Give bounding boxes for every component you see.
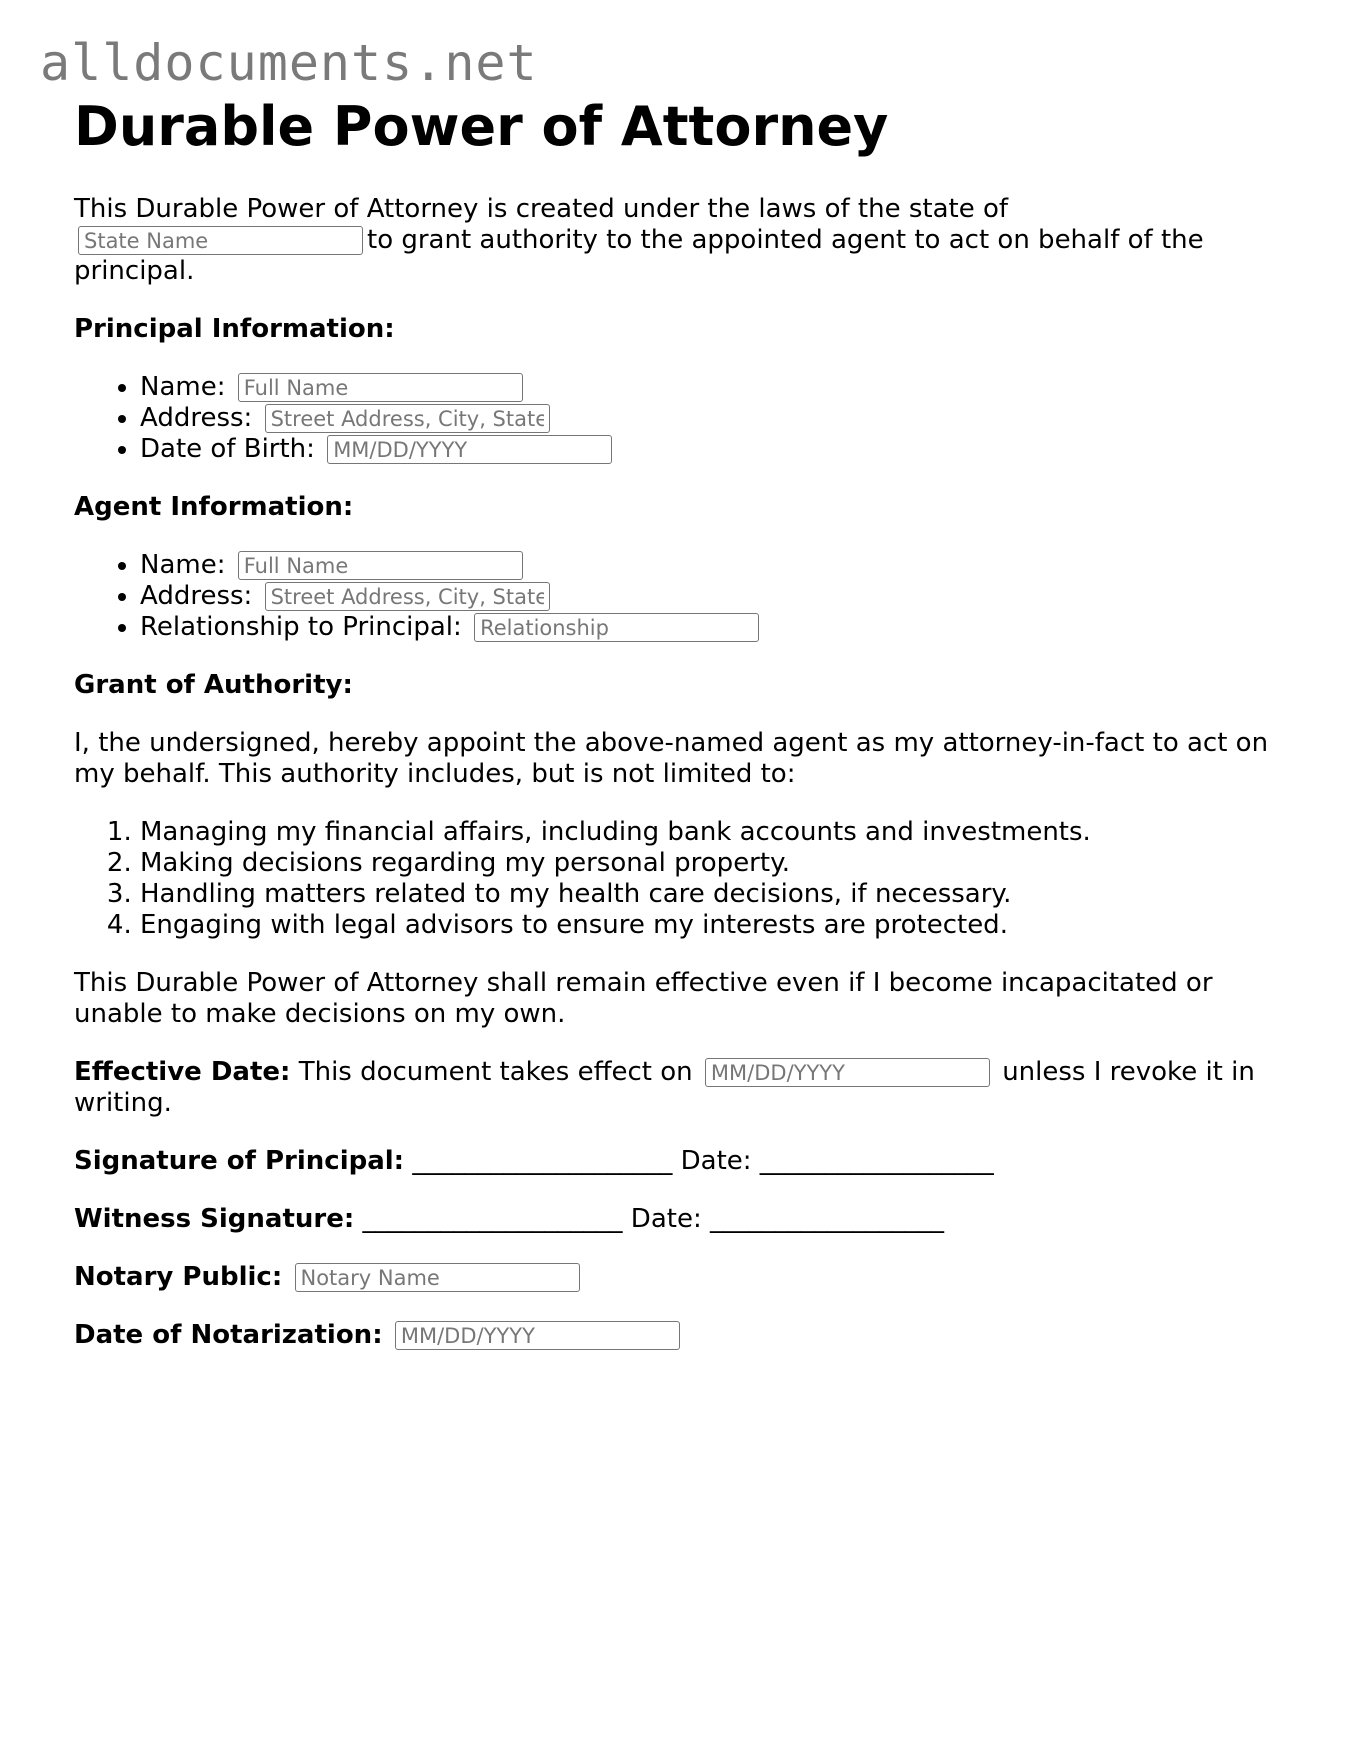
agent-address-label: Address: — [140, 581, 253, 611]
durability-paragraph: This Durable Power of Attorney shall remain effective even if I become incapacitated or unable to make decisions on my own. — [74, 968, 1213, 1029]
grant-item: 1. Managing my financial affairs, including bank accounts and investments. — [140, 817, 1294, 848]
principal-dob-label: Date of Birth: — [140, 434, 315, 464]
notarization-date-row — [74, 1320, 1294, 1351]
principal-signature-label: Signature of Principal: — [74, 1146, 405, 1176]
agent-relationship-item — [140, 612, 1294, 643]
grant-heading: Grant of Authority: — [74, 670, 353, 700]
effective-text-after: unless I revoke it in writing. — [74, 1057, 1255, 1118]
grant-paragraph: I, the undersigned, hereby appoint the above-named agent as my attorney-in-fact to act on my behalf. This authority includes, but is not limited to: — [74, 728, 1269, 789]
effective-date-label: Effective Date: — [74, 1057, 291, 1087]
witness-signature-label: Witness Signature: — [74, 1204, 355, 1234]
principal-signature-line: ____________________ — [412, 1146, 673, 1176]
witness-signature-row — [74, 1204, 1294, 1235]
notary-row — [74, 1262, 1294, 1293]
notary-label: Notary Public: — [74, 1262, 283, 1292]
principal-address-item — [140, 403, 1294, 434]
agent-relationship-input[interactable] — [474, 613, 759, 642]
state-name-input[interactable] — [78, 226, 363, 255]
witness-signature-date-label: Date: — [630, 1204, 702, 1234]
effective-date-input[interactable] — [705, 1058, 990, 1087]
principal-address-label: Address: — [140, 403, 253, 433]
intro-paragraph — [74, 194, 1294, 287]
agent-address-input[interactable] — [265, 582, 550, 611]
principal-dob-input[interactable] — [327, 435, 612, 464]
principal-heading: Principal Information: — [74, 314, 395, 344]
grant-item: 4. Engaging with legal advisors to ensure my interests are protected. — [140, 910, 1294, 941]
principal-info-list — [74, 372, 1294, 465]
principal-signature-date-label: Date: — [680, 1146, 752, 1176]
agent-address-item — [140, 581, 1294, 612]
grant-item: 2. Making decisions regarding my personal property. — [140, 848, 1294, 879]
agent-name-item — [140, 550, 1294, 581]
witness-signature-date-line: __________________ — [709, 1204, 944, 1234]
witness-signature-line: ____________________ — [362, 1204, 623, 1234]
agent-info-list — [74, 550, 1294, 643]
notarization-date-input[interactable] — [395, 1321, 680, 1350]
principal-signature-row — [74, 1146, 1294, 1177]
intro-text-after: to grant authority to the appointed agent to act on behalf of the principal. — [74, 225, 1204, 286]
principal-address-input[interactable] — [265, 404, 550, 433]
watermark-logo: alldocuments.net — [40, 34, 538, 92]
effective-date-paragraph — [74, 1057, 1294, 1119]
principal-name-label: Name: — [140, 372, 226, 402]
agent-name-input[interactable] — [238, 551, 523, 580]
notary-name-input[interactable] — [295, 1263, 580, 1292]
intro-text-before: This Durable Power of Attorney is created under the laws of the state of — [74, 194, 1009, 224]
principal-name-item — [140, 372, 1294, 403]
document-title: Durable Power of Attorney — [74, 95, 889, 158]
principal-dob-item — [140, 434, 1294, 465]
principal-name-input[interactable] — [238, 373, 523, 402]
grant-authority-list — [74, 817, 1294, 941]
agent-heading: Agent Information: — [74, 492, 354, 522]
notarization-date-label: Date of Notarization: — [74, 1320, 383, 1350]
grant-item: 3. Handling matters related to my health care decisions, if necessary. — [140, 879, 1294, 910]
agent-relationship-label: Relationship to Principal: — [140, 612, 462, 642]
document-body — [74, 96, 1294, 1378]
effective-text-before: This document takes effect on — [298, 1057, 693, 1087]
principal-signature-date-line: __________________ — [759, 1146, 994, 1176]
agent-name-label: Name: — [140, 550, 226, 580]
